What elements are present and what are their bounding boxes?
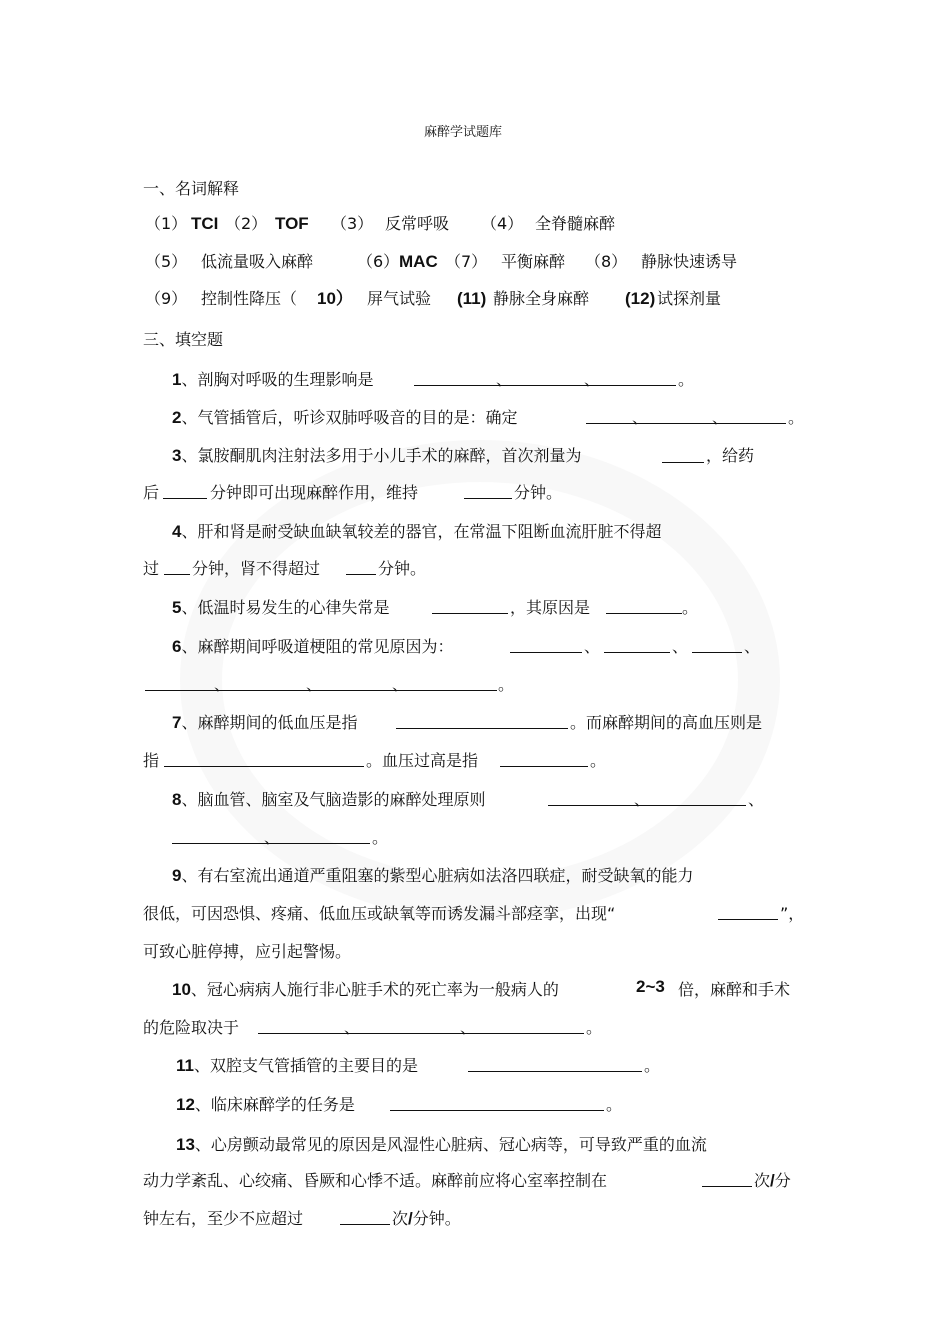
question-text: ”，	[780, 904, 805, 923]
question-11	[176, 1053, 418, 1076]
term-num: (11)	[457, 289, 487, 308]
separator: 、	[392, 675, 409, 694]
term-num: （8）	[585, 252, 628, 271]
unit-minute: 分钟。	[412, 1209, 461, 1228]
question-text: 。而麻醉期间的高血压则是	[570, 713, 763, 732]
question-text: 动力学紊乱、心绞痛、昏厥和心悸不适。麻醉前应将心室率控制在	[143, 1171, 608, 1190]
question-4	[172, 519, 661, 542]
question-2	[172, 405, 517, 428]
answer-blank[interactable]	[510, 652, 582, 653]
question-number: 8	[172, 790, 182, 809]
period: 。	[788, 408, 805, 427]
period: 。	[644, 1056, 661, 1075]
section-heading-terms: 一、名词解释	[143, 179, 240, 198]
answer-blank[interactable]	[164, 766, 364, 767]
answer-blank[interactable]	[390, 1110, 604, 1111]
term-tci: TCI	[191, 214, 219, 233]
term-num: （5）	[145, 252, 188, 271]
term-total-spinal: 全脊髓麻醉	[535, 214, 616, 233]
question-13	[176, 1132, 707, 1155]
separator: 、	[584, 637, 601, 656]
question-number: 4	[172, 522, 182, 541]
answer-blank[interactable]	[346, 574, 376, 575]
question-text: 过	[143, 559, 160, 578]
answer-blank[interactable]	[604, 652, 670, 653]
question-text: 、气管插管后，听诊双肺呼吸音的目的是：确定	[181, 408, 518, 427]
question-number: 6	[172, 637, 182, 656]
question-text: 的危险取决于	[143, 1018, 240, 1037]
question-text: 倍，麻醉和手术	[678, 980, 791, 999]
question-12	[176, 1092, 355, 1115]
question-text: 可致心脏停搏，应引起警惕。	[143, 942, 352, 961]
term-num: （6）	[357, 252, 400, 271]
term-controlled-hypotension: 控制性降压（	[201, 289, 298, 308]
question-text: 、剖胸对呼吸的生理影响是	[181, 370, 374, 389]
separator: 、	[496, 370, 513, 389]
separator: 、	[264, 828, 281, 847]
term-num: （4）	[481, 214, 524, 233]
answer-blank[interactable]	[163, 498, 207, 499]
answer-blank[interactable]	[718, 919, 778, 920]
term-low-flow: 低流量吸入麻醉	[201, 252, 314, 271]
unit-times: 次	[754, 1171, 771, 1190]
answer-blank[interactable]	[396, 728, 568, 729]
term-balanced: 平衡麻醉	[501, 252, 566, 271]
question-text: 分钟，肾不得超过	[192, 559, 321, 578]
term-paradoxical-breathing: 反常呼吸	[385, 214, 450, 233]
question-8	[172, 787, 485, 810]
answer-blank[interactable]	[464, 498, 512, 499]
question-10	[172, 977, 559, 1000]
question-text: 很低，可因恐惧、疼痛、低血压或缺氧等而诱发漏斗部痉挛，出现“	[143, 904, 616, 923]
period: 。	[678, 370, 695, 389]
question-number: 11	[176, 1056, 194, 1075]
answer-blank[interactable]	[692, 652, 742, 653]
separator: 、	[214, 675, 231, 694]
question-7	[172, 710, 357, 733]
term-test-dose: 试探剂量	[657, 289, 722, 308]
term-num: (12)	[625, 289, 656, 308]
separator: 、	[584, 370, 601, 389]
question-text: 指	[143, 751, 160, 770]
term-num: 10）	[317, 289, 353, 308]
term-tof: TOF	[275, 214, 309, 233]
answer-blank[interactable]	[500, 766, 588, 767]
separator: 、	[672, 637, 689, 656]
question-number: 7	[172, 713, 182, 732]
unit-times: 次	[392, 1209, 409, 1228]
separator: 、	[306, 675, 323, 694]
unit-min: 分	[774, 1171, 791, 1190]
term-tiva: 静脉全身麻醉	[493, 289, 590, 308]
term-rapid-induction: 静脉快速诱导	[641, 252, 738, 271]
question-text: 2~3	[636, 977, 665, 996]
question-text: 、双腔支气管插管的主要目的是	[193, 1056, 418, 1075]
question-number: 13	[176, 1135, 195, 1154]
question-text	[392, 1206, 461, 1229]
question-text: 、低温时易发生的心律失常是	[181, 598, 390, 617]
question-text: ，给药	[706, 446, 755, 465]
question-text: 、脑血管、脑室及气脑造影的麻醉处理原则	[181, 790, 486, 809]
answer-blank[interactable]	[586, 423, 786, 424]
question-text: 分钟即可出现麻醉作用，维持	[210, 483, 419, 502]
answer-blank[interactable]	[468, 1071, 642, 1072]
section-heading-fill: 三、填空题	[143, 330, 224, 349]
separator: 、	[748, 790, 765, 809]
answer-blank[interactable]	[702, 1186, 752, 1187]
question-text: 、麻醉期间的低血压是指	[181, 713, 358, 732]
question-1	[172, 367, 373, 390]
period: 。	[682, 598, 699, 617]
question-text: 钟左右，至少不应超过	[143, 1209, 304, 1228]
question-text	[754, 1168, 791, 1191]
question-text: 、临床麻醉学的任务是	[194, 1095, 355, 1114]
separator: 、	[632, 408, 649, 427]
term-num: （2）	[225, 214, 268, 233]
separator: 、	[460, 1018, 477, 1037]
question-text: 分钟。	[378, 559, 427, 578]
question-text: 后	[143, 483, 160, 502]
period: 。	[498, 675, 515, 694]
separator: 、	[634, 790, 651, 809]
term-breath-holding: 屏气试验	[367, 289, 432, 308]
question-text: 。血压过高是指	[366, 751, 479, 770]
question-5	[172, 595, 389, 618]
term-num: （7）	[445, 252, 488, 271]
question-text: 、肝和肾是耐受缺血缺氧较差的器官，在常温下阻断血流肝脏不得超	[181, 522, 662, 541]
answer-blank[interactable]	[340, 1224, 390, 1225]
answer-blank[interactable]	[662, 462, 704, 463]
question-number: 1	[172, 370, 182, 389]
period: 。	[590, 751, 607, 770]
question-3	[172, 443, 581, 466]
question-number: 12	[176, 1095, 195, 1114]
question-text: 、心房颤动最常见的原因是风湿性心脏病、冠心病等，可导致严重的血流	[194, 1135, 707, 1154]
question-number: 5	[172, 598, 182, 617]
question-number: 10	[172, 980, 191, 999]
term-mac: MAC	[399, 252, 438, 271]
separator: 、	[712, 408, 729, 427]
separator: 、	[744, 637, 761, 656]
period: 。	[372, 828, 389, 847]
question-number: 3	[172, 446, 182, 465]
period: 。	[586, 1018, 603, 1037]
answer-blank[interactable]	[414, 385, 676, 386]
unit-slash: /	[770, 1171, 775, 1190]
watermark	[180, 440, 780, 920]
answer-blank[interactable]	[258, 1033, 584, 1034]
term-num: （1）	[145, 214, 188, 233]
question-text: 、有右室流出通道严重阻塞的紫型心脏病如法洛四联症，耐受缺氧的能力	[181, 866, 694, 885]
term-num: （3）	[331, 214, 374, 233]
question-text: 、氯胺酮肌肉注射法多用于小儿手术的麻醉，首次剂量为	[181, 446, 582, 465]
question-text: ，其原因是	[510, 598, 591, 617]
question-text: 、麻醉期间呼吸道梗阻的常见原因为：	[181, 637, 454, 656]
page-title: 麻醉学试题库	[424, 125, 503, 140]
question-text: 、冠心病病人施行非心脏手术的死亡率为一般病人的	[190, 980, 559, 999]
question-6	[172, 634, 453, 657]
term-num: （9）	[145, 289, 188, 308]
question-number: 2	[172, 408, 182, 427]
answer-blank[interactable]	[164, 574, 190, 575]
separator: 、	[344, 1018, 361, 1037]
period: 。	[606, 1095, 623, 1114]
question-9	[172, 863, 693, 886]
question-text: 分钟。	[514, 483, 563, 502]
question-number: 9	[172, 866, 182, 885]
answer-blank[interactable]	[606, 613, 682, 614]
unit-slash: /	[408, 1209, 413, 1228]
answer-blank[interactable]	[432, 613, 508, 614]
